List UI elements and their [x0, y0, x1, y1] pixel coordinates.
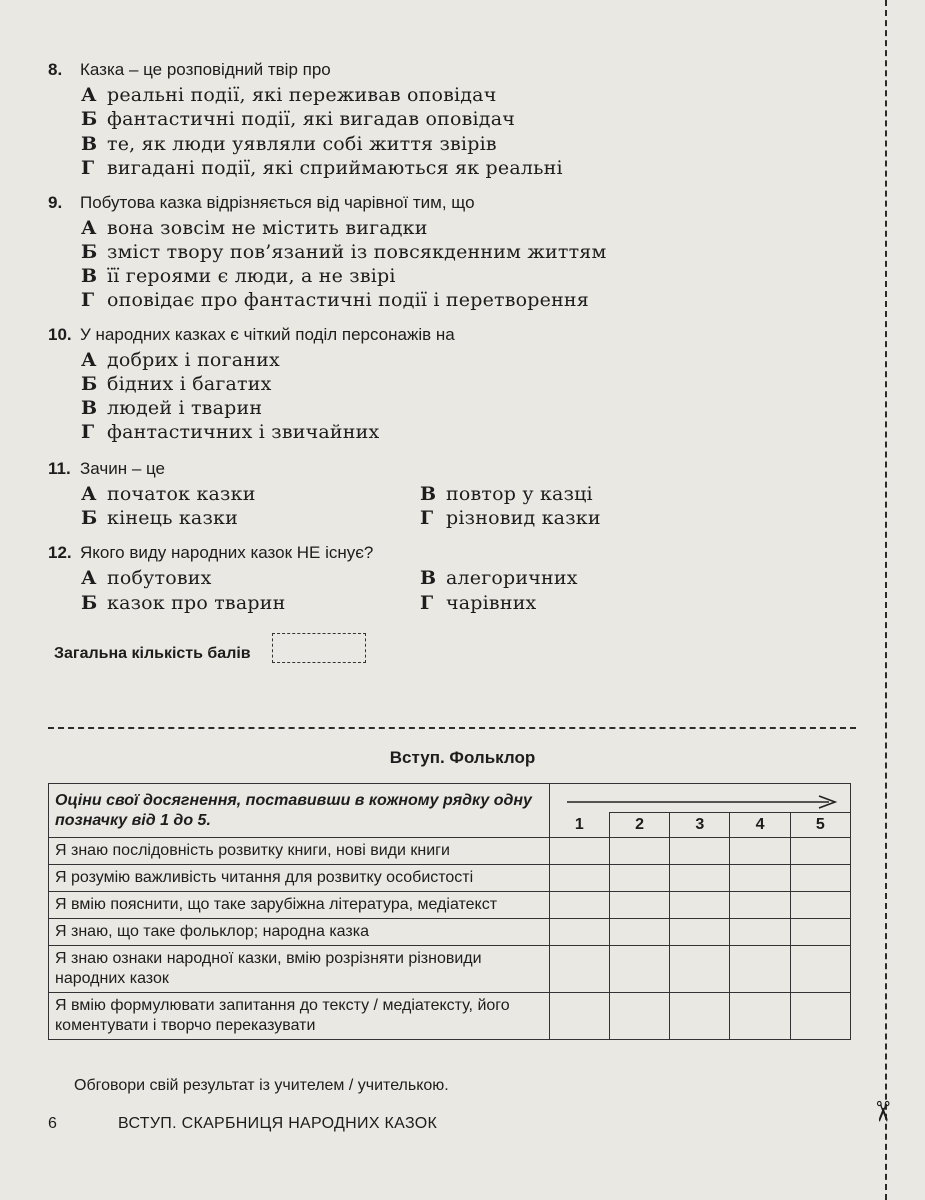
- option-c[interactable]: В те, як люди уявляли собі життя звірів: [81, 133, 497, 155]
- rating-cell[interactable]: [609, 919, 669, 946]
- rating-cell[interactable]: [609, 892, 669, 919]
- option-b[interactable]: Б казок про тварин: [81, 592, 286, 614]
- option-b[interactable]: Б фантастичні події, які вигадав оповідач: [81, 108, 515, 130]
- rating-cell[interactable]: [790, 919, 850, 946]
- scale-1: 1: [549, 813, 609, 838]
- rating-cell[interactable]: [670, 919, 730, 946]
- question-number: 8.: [48, 60, 63, 79]
- option-d[interactable]: Г різновид казки: [420, 507, 601, 529]
- table-row: Я знаю ознаки народної казки, вмію розрізняти різновиди народних казок: [49, 946, 851, 993]
- rating-cell[interactable]: [730, 892, 790, 919]
- rating-cell[interactable]: [730, 865, 790, 892]
- rating-cell[interactable]: [790, 838, 850, 865]
- total-score-field[interactable]: [272, 633, 366, 663]
- option-b[interactable]: Б кінець казки: [81, 507, 238, 529]
- rating-cell[interactable]: [670, 993, 730, 1040]
- rating-cell[interactable]: [670, 865, 730, 892]
- option-c[interactable]: В людей і тварин: [81, 397, 263, 419]
- question-text: Якого виду народних казок НЕ існує?: [80, 543, 374, 562]
- option-d[interactable]: Г вигадані події, які сприймаються як реальні: [81, 157, 563, 179]
- rating-cell[interactable]: [790, 946, 850, 993]
- rating-cell[interactable]: [609, 865, 669, 892]
- total-score-label: Загальна кількість балів: [54, 645, 251, 662]
- table-row: Я вмію пояснити, що таке зарубіжна література, медіатекст: [49, 892, 851, 919]
- arrow-right-icon: [567, 795, 837, 809]
- rating-cell[interactable]: [549, 919, 609, 946]
- rating-cell[interactable]: [609, 838, 669, 865]
- section-title: Вступ. Фольклор: [389, 748, 536, 767]
- rating-cell[interactable]: [549, 946, 609, 993]
- question-text: Зачин – це: [80, 459, 165, 478]
- cut-line-vertical: [885, 0, 887, 1200]
- rating-cell[interactable]: [790, 865, 850, 892]
- option-a[interactable]: А початок казки: [81, 483, 256, 505]
- rating-cell[interactable]: [790, 892, 850, 919]
- page-number: 6: [48, 1115, 57, 1132]
- rating-cell[interactable]: [730, 919, 790, 946]
- question-number: 11.: [48, 459, 71, 478]
- rating-cell[interactable]: [730, 838, 790, 865]
- question-11: [48, 459, 165, 479]
- question-number: 12.: [48, 543, 72, 562]
- scale-2: 2: [609, 813, 669, 838]
- scale-4: 4: [730, 813, 790, 838]
- question-text: Казка – це розповідний твір про: [80, 60, 331, 79]
- option-c[interactable]: В її героями є люди, а не звірі: [81, 265, 396, 287]
- question-8: [48, 60, 331, 80]
- scale-3: 3: [670, 813, 730, 838]
- option-d[interactable]: Г чарівних: [420, 592, 537, 614]
- rating-cell[interactable]: [730, 946, 790, 993]
- table-row: Я розумію важливість читання для розвитку особистості: [49, 865, 851, 892]
- option-d[interactable]: Г оповідає про фантастичні події і перетворення: [81, 289, 589, 311]
- rating-cell[interactable]: [730, 993, 790, 1040]
- question-12: [48, 543, 373, 563]
- self-assessment-table: [48, 783, 851, 1040]
- scissors-icon: ✂: [866, 1099, 900, 1124]
- question-text: Побутова казка відрізняється від чарівної тим, що: [80, 193, 475, 212]
- option-d[interactable]: Г фантастичних і звичайних: [81, 421, 380, 443]
- rating-cell[interactable]: [670, 892, 730, 919]
- option-b[interactable]: Б бідних і багатих: [81, 373, 272, 395]
- rating-cell[interactable]: [670, 946, 730, 993]
- rating-cell[interactable]: [549, 892, 609, 919]
- cut-line-horizontal: [48, 727, 856, 729]
- option-a[interactable]: А добрих і поганих: [81, 349, 280, 371]
- discuss-note: Обговори свій результат із учителем / учителькою.: [74, 1077, 449, 1094]
- rating-cell[interactable]: [609, 946, 669, 993]
- question-number: 9.: [48, 193, 63, 212]
- scale-5: 5: [790, 813, 850, 838]
- table-row: Я знаю послідовність розвитку книги, нові види книги: [49, 838, 851, 865]
- question-number: 10.: [48, 325, 72, 344]
- option-b[interactable]: Б зміст твору пов’язаний із повсякденним життям: [81, 241, 607, 263]
- option-a[interactable]: А побутових: [81, 567, 212, 589]
- option-c[interactable]: В алегоричних: [420, 567, 578, 589]
- option-a[interactable]: А вона зовсім не містить вигадки: [81, 217, 428, 239]
- option-c[interactable]: В повтор у казці: [420, 483, 593, 505]
- table-row: Я знаю, що таке фольклор; народна казка: [49, 919, 851, 946]
- question-9: [48, 193, 475, 213]
- rating-cell[interactable]: [549, 993, 609, 1040]
- footer-title: ВСТУП. СКАРБНИЦЯ НАРОДНИХ КАЗОК: [118, 1115, 438, 1132]
- rating-cell[interactable]: [549, 838, 609, 865]
- table-row: Я вмію формулювати запитання до тексту / медіатексту, його коментувати і творчо переказувати: [49, 993, 851, 1040]
- rating-cell[interactable]: [549, 865, 609, 892]
- rating-cell[interactable]: [790, 993, 850, 1040]
- rating-cell[interactable]: [609, 993, 669, 1040]
- option-a[interactable]: А реальні події, які переживав оповідач: [81, 84, 497, 106]
- instruction-cell: Оціни свої досягнення, поставивши в кожному рядку одну позначку від 1 до 5.: [49, 784, 550, 838]
- question-10: [48, 325, 455, 345]
- question-text: У народних казках є чіткий поділ персонажів на: [80, 325, 455, 344]
- rating-cell[interactable]: [670, 838, 730, 865]
